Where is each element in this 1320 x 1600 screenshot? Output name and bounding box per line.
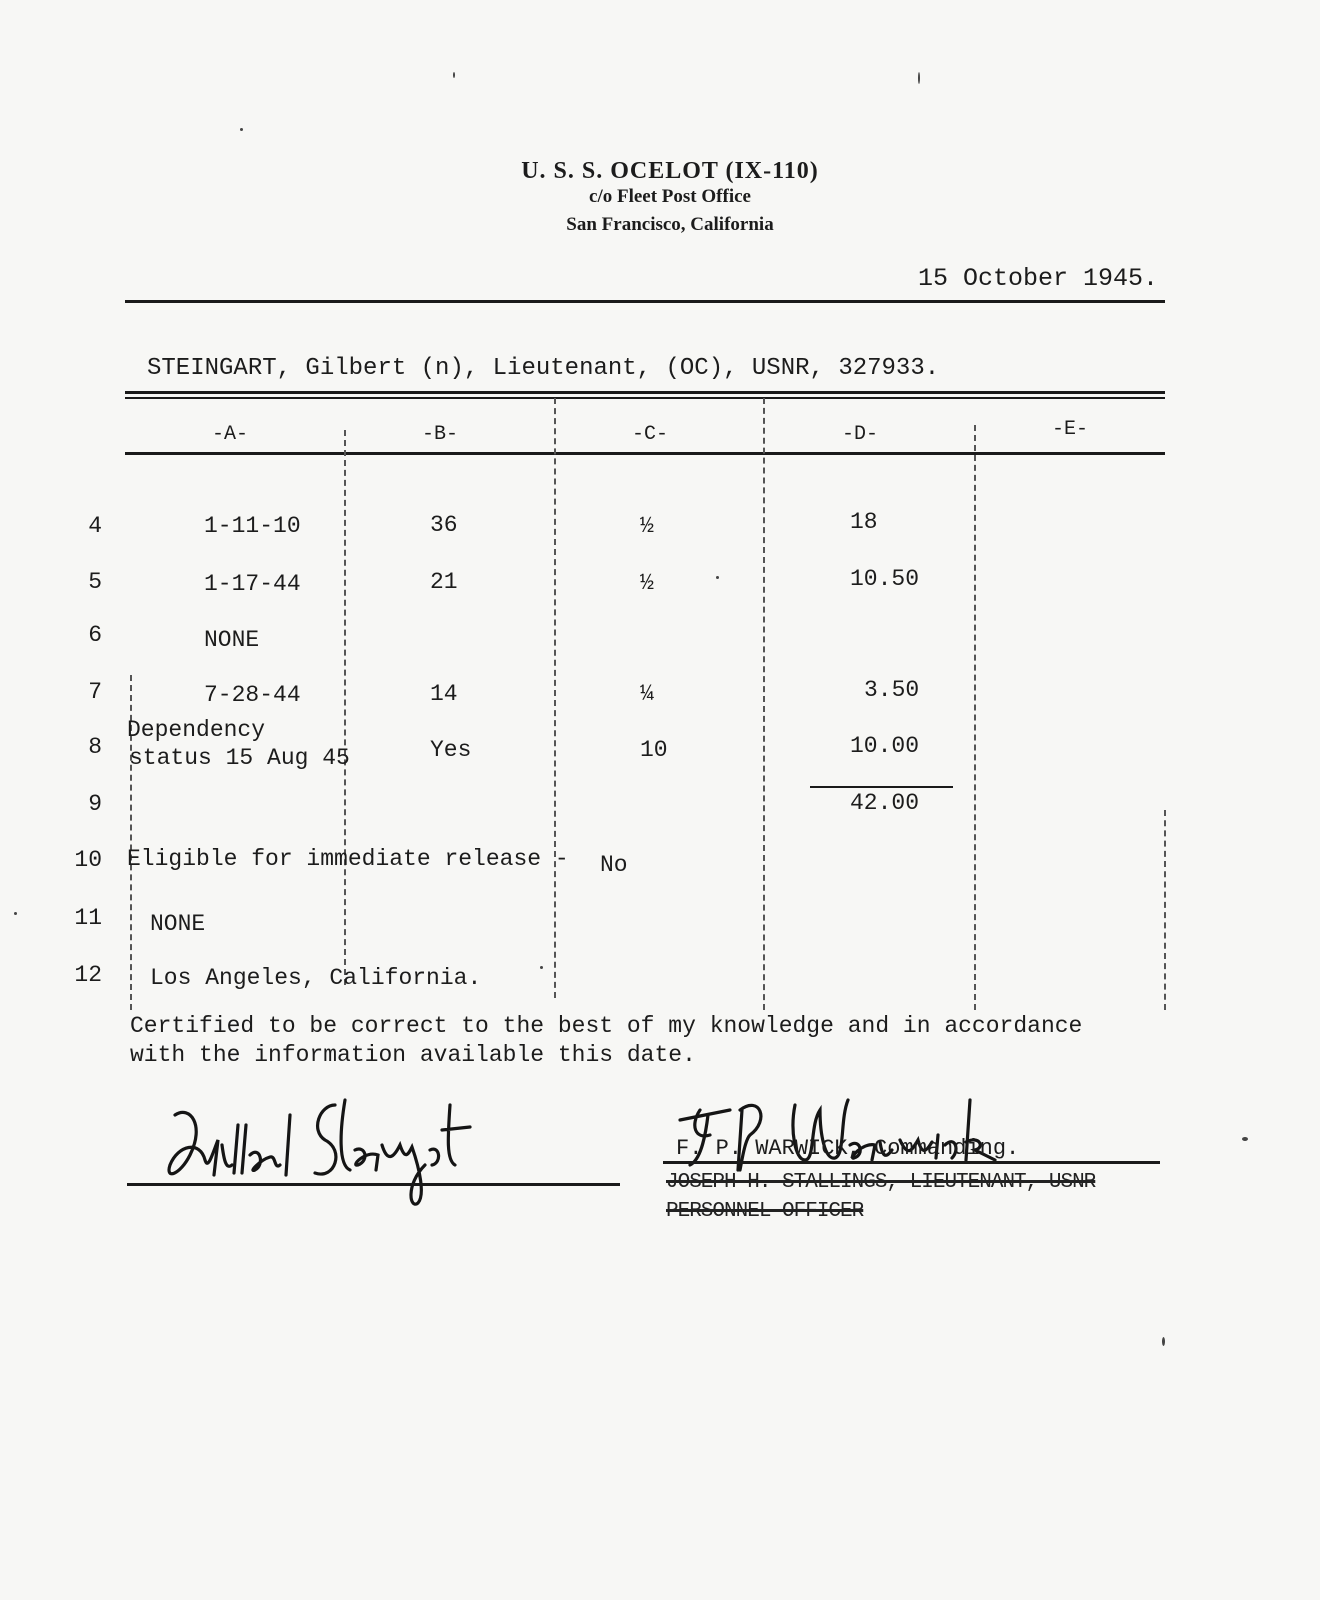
row-8-col-a-line2: status 15 Aug 45 bbox=[129, 745, 350, 771]
right-border bbox=[1164, 810, 1166, 1010]
row-4-col-c: ½ bbox=[640, 513, 654, 539]
scan-speck bbox=[14, 912, 17, 915]
commanding-signature-line bbox=[663, 1161, 1160, 1164]
letterhead-address-line2: San Francisco, California bbox=[566, 214, 774, 235]
header-rule bbox=[125, 452, 1165, 455]
subject-rule-top bbox=[125, 391, 1165, 394]
row-number-5: 5 bbox=[88, 569, 102, 595]
row-number-7: 7 bbox=[88, 679, 102, 705]
date-rule bbox=[125, 300, 1165, 303]
row-number-10: 10 bbox=[74, 847, 102, 873]
document-date: 15 October 1945. bbox=[918, 264, 1159, 293]
row-number-12: 12 bbox=[74, 962, 102, 988]
row-number-6: 6 bbox=[88, 622, 102, 648]
scan-speck bbox=[1162, 1337, 1165, 1346]
commanding-officer-signature bbox=[670, 1080, 1030, 1180]
officer-signature bbox=[150, 1085, 530, 1215]
row-9-total: 42.00 bbox=[850, 790, 920, 816]
row-4-col-b: 36 bbox=[430, 512, 458, 538]
row-8-col-b: Yes bbox=[430, 737, 472, 763]
row-4-col-d: 18 bbox=[850, 509, 878, 535]
row-10-value: No bbox=[600, 852, 628, 878]
scan-speck bbox=[716, 576, 719, 579]
commanding-line: F. P. WARWICK, Commanding. bbox=[676, 1136, 1020, 1161]
certification-line2: with the information available this date. bbox=[130, 1042, 696, 1068]
row-4-col-a: 1-11-10 bbox=[204, 513, 301, 539]
row-6-col-a: NONE bbox=[204, 627, 260, 653]
struck-name-line: JOSEPH H. STALLINGS, LIEUTENANT, USNR bbox=[666, 1171, 1096, 1194]
scan-speck bbox=[540, 966, 543, 969]
row-11-text: NONE bbox=[150, 911, 206, 937]
subject-rule-bottom bbox=[125, 397, 1165, 399]
column-divider-de bbox=[974, 425, 976, 1010]
scan-speck bbox=[1242, 1137, 1248, 1141]
row-number-4: 4 bbox=[88, 513, 102, 539]
struck-title-line: PERSONNEL OFFICER bbox=[666, 1200, 864, 1223]
row-number-9: 9 bbox=[88, 791, 102, 817]
column-header-d: -D- bbox=[842, 423, 879, 446]
row-5-col-a: 1-17-44 bbox=[204, 571, 301, 597]
column-header-a: -A- bbox=[212, 423, 249, 446]
column-divider-bc bbox=[554, 398, 556, 998]
row-number-8: 8 bbox=[88, 734, 102, 760]
column-divider-ab bbox=[344, 430, 346, 985]
certification-line1: Certified to be correct to the best of my knowledge and in accordance bbox=[130, 1013, 1083, 1039]
row-12-text: Los Angeles, California. bbox=[150, 965, 482, 991]
row-8-col-c: 10 bbox=[640, 737, 668, 763]
scan-speck bbox=[918, 72, 920, 84]
officer-signature-line bbox=[127, 1183, 620, 1186]
row-8-col-d: 10.00 bbox=[850, 733, 920, 759]
column-header-c: -C- bbox=[632, 423, 669, 446]
scan-speck bbox=[453, 72, 455, 78]
column-header-b: -B- bbox=[422, 423, 459, 446]
row-5-col-b: 21 bbox=[430, 569, 458, 595]
total-rule bbox=[810, 786, 953, 788]
row-8-col-a-line1: Dependency bbox=[127, 717, 266, 743]
row-7-col-a: 7-28-44 bbox=[204, 682, 301, 708]
letterhead-ship: U. S. S. OCELOT (IX-110) bbox=[521, 158, 819, 184]
column-header-e: -E- bbox=[1052, 418, 1089, 441]
subject-line: STEINGART, Gilbert (n), Lieutenant, (OC), USNR, 327933. bbox=[147, 355, 940, 382]
row-7-col-c: ¼ bbox=[640, 681, 654, 707]
row-10-text: Eligible for immediate release - bbox=[127, 846, 569, 872]
row-5-col-c: ½ bbox=[640, 570, 654, 596]
scan-speck bbox=[240, 128, 243, 131]
row-number-11: 11 bbox=[74, 905, 102, 931]
row-7-col-b: 14 bbox=[430, 681, 458, 707]
row-7-col-d: 3.50 bbox=[864, 677, 920, 703]
letterhead-address-line1: c/o Fleet Post Office bbox=[589, 186, 751, 207]
row-5-col-d: 10.50 bbox=[850, 566, 920, 592]
column-divider-cd bbox=[763, 398, 765, 1010]
